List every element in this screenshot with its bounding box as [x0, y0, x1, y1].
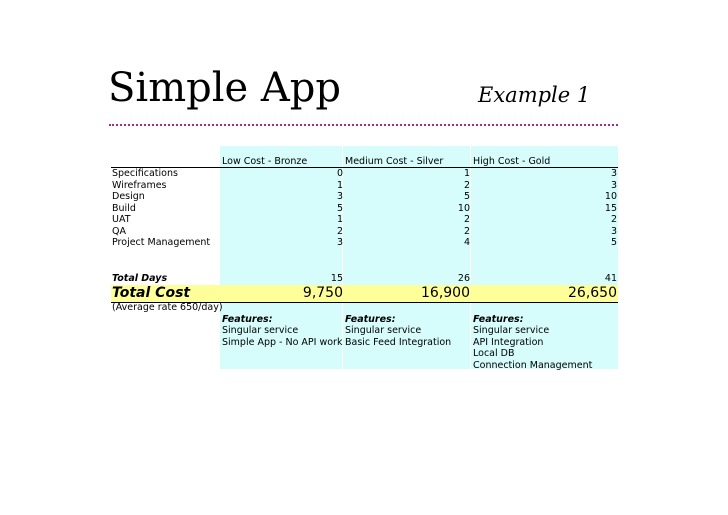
total-days-label: Total Days [112, 273, 168, 284]
row-label: UAT [112, 214, 131, 225]
row-value: 1 [336, 179, 343, 191]
column-header-bronze: Low Cost - Bronze [222, 156, 308, 167]
row-value: 1 [463, 168, 470, 179]
total-cost-gold: 26,650 [568, 285, 617, 301]
row-value: 3 [336, 237, 343, 248]
row-value: 5 [336, 202, 343, 214]
row-label: Design [112, 191, 145, 202]
feature-item: Local DB [473, 348, 515, 359]
rate-note: (Average rate 650/day) [112, 302, 223, 313]
column-header-gold: High Cost - Gold [473, 156, 551, 167]
row-value: 3 [610, 225, 617, 237]
row-value: 1 [336, 214, 343, 225]
row-value: 2 [610, 214, 617, 225]
feature-item: Connection Management [473, 360, 593, 371]
row-value: 2 [463, 214, 470, 225]
row-value: 4 [463, 237, 470, 248]
row-label: Specifications [112, 168, 178, 179]
row-value: 3 [610, 179, 617, 191]
total-days-bronze: 15 [330, 273, 343, 284]
dotted-divider [109, 124, 618, 126]
total-days-silver: 26 [457, 273, 470, 284]
total-days-gold: 41 [604, 273, 617, 284]
row-value: 10 [604, 191, 617, 202]
total-cost-silver: 16,900 [421, 285, 470, 301]
row-value: 3 [336, 191, 343, 202]
row-value: 15 [604, 202, 617, 214]
features-heading-gold: Features: [473, 314, 524, 325]
feature-item: Basic Feed Integration [345, 337, 452, 348]
feature-item: Simple App - No API work [222, 337, 343, 348]
row-value: 3 [610, 168, 617, 179]
total-cost-bronze: 9,750 [302, 285, 343, 301]
row-value: 2 [463, 225, 470, 237]
feature-item: Singular service [345, 325, 422, 336]
features-heading-silver: Features: [345, 314, 396, 325]
row-label: Wireframes [112, 179, 167, 191]
row-value: 2 [336, 225, 343, 237]
page-title: Simple App [108, 65, 342, 111]
row-label: QA [112, 225, 126, 237]
row-value: 0 [336, 168, 343, 179]
total-cost-label: Total Cost [112, 285, 191, 301]
row-value: 2 [463, 179, 470, 191]
row-label: Project Management [112, 237, 211, 248]
feature-item: API Integration [473, 337, 544, 348]
row-value: 5 [610, 237, 617, 248]
row-value: 5 [463, 191, 470, 202]
feature-item: Singular service [473, 325, 550, 336]
features-heading-bronze: Features: [222, 314, 273, 325]
feature-item: Singular service [222, 325, 299, 336]
row-value: 10 [457, 202, 470, 214]
page-subtitle: Example 1 [478, 83, 591, 107]
row-label: Build [112, 202, 136, 214]
column-header-silver: Medium Cost - Silver [345, 156, 444, 167]
